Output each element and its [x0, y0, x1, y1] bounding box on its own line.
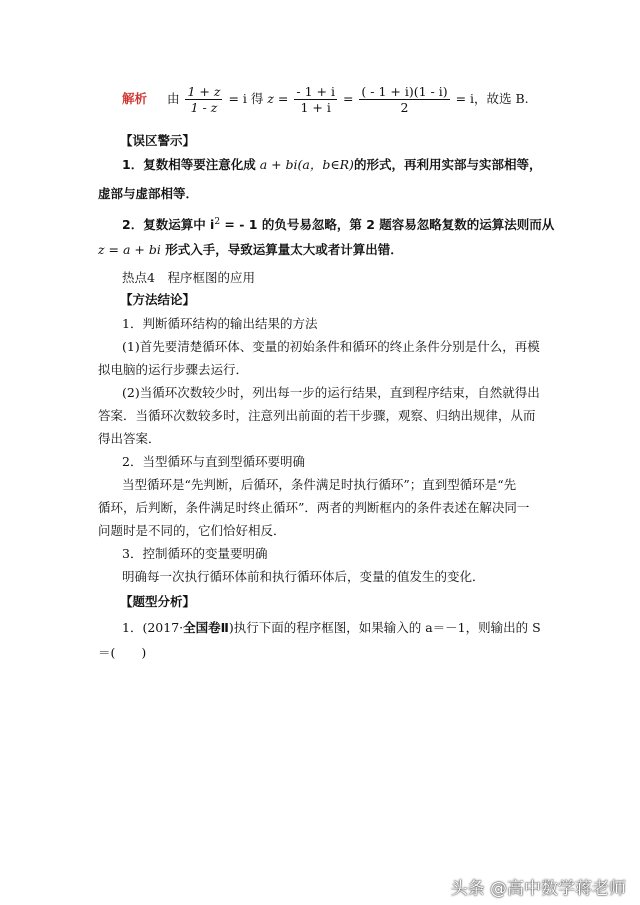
section2-line-10: 问题时是不同的，它们恰好相反． — [98, 523, 286, 538]
section2-heading: 【方法结论】 — [120, 292, 196, 307]
fraction-3 — [359, 84, 449, 115]
watermark: 头条 @高中数学蒋老师 — [450, 879, 626, 899]
fraction-1-denominator: 1 - z — [190, 100, 218, 115]
section1-p2-sup: 2 — [214, 217, 221, 227]
fraction-3-denominator: 2 — [400, 100, 409, 115]
analysis-eq: = — [342, 91, 354, 106]
section3-q-source: 全国卷Ⅱ — [183, 620, 229, 635]
analysis-you: 由 — [166, 91, 180, 106]
section2-line-3: 拟电脑的运行步骤去运行． — [98, 362, 249, 377]
fraction-1 — [185, 84, 222, 115]
section2-line-4: (2)当循环次数较少时，列出每一步的运行结果，直到程序结束，自然就得出 — [122, 385, 540, 400]
section1-p2-line1 — [122, 214, 554, 233]
section1-p1-line2: 虚部与虚部相等． — [98, 186, 199, 201]
section1-p1-text-a: 1．复数相等要注意化成 — [122, 157, 256, 172]
section2-line-2: (1)首先要清楚循环体、变量的初始条件和循环的终止条件分别是什么，再模 — [122, 339, 540, 354]
section2-line-11: 3．控制循环的变量要明确 — [122, 546, 268, 561]
section1-p2-text-d: 形式入手，导致运算量太大或者计算出错． — [160, 242, 403, 257]
section1-p2-line2 — [98, 242, 403, 258]
section2-line-7: 2．当型循环与直到型循环要明确 — [122, 454, 305, 469]
fraction-2 — [294, 84, 337, 115]
section1-p1-math: a + bi(a，b∈R) — [259, 157, 354, 172]
hotspot-title: 热点4 程序框图的应用 — [122, 270, 255, 285]
analysis-result: = i，故选 B. — [455, 91, 529, 106]
section2-line-12: 明确每一次执行循环体前和执行循环体后，变量的值发生的变化． — [122, 569, 485, 584]
section3-q-d: ＝( — [98, 645, 116, 660]
section1-p2-text-a: 2．复数运算中 i — [122, 217, 215, 233]
fraction-2-numerator: - 1 + i — [296, 84, 335, 99]
analysis-tag: 解析 — [122, 91, 148, 106]
section2-line-8: 当型循环是“先判断，后循环，条件满足时执行循环”；直到型循环是“先 — [122, 477, 517, 492]
analysis-eq-i: = i 得 — [228, 91, 264, 106]
section3-q-a: 1．(2017· — [122, 620, 184, 635]
section3-q-c: )执行下面的程序框图，如果输入的 a＝－1，则输出的 S — [228, 620, 541, 635]
section1-heading: 【误区警示】 — [120, 133, 196, 148]
section2-line-5: 答案．当循环次数较多时，注意列出前面的若干步骤，观察、归纳出规律，从而 — [98, 408, 536, 423]
section2-line-9: 循环，后判断，条件满足时终止循环”．两者的判断框内的条件表述在解决同一 — [98, 500, 530, 515]
fraction-2-denominator: 1 + i — [300, 100, 331, 115]
section2-line-1: 1．判断循环结构的输出结果的方法 — [122, 316, 318, 331]
fraction-3-numerator: ( - 1 + i)(1 - i) — [361, 84, 448, 99]
section1-p1-line1 — [122, 157, 541, 173]
section2-line-6: 得出答案． — [98, 431, 161, 446]
section1-p2-math: z = a + bi — [98, 242, 161, 257]
section3-q-e: ) — [141, 645, 147, 660]
section1-p2-text-b: = - 1 的负号易忽略，第 2 题容易忽略复数的运算法则而从 — [220, 217, 555, 233]
section1-p1-text-b: 的形式，再利用实部与实部相等， — [353, 157, 542, 172]
analysis-line — [122, 84, 529, 115]
section3-question-line2 — [98, 645, 146, 661]
analysis-z-eq: z = — [267, 91, 289, 106]
section3-heading: 【题型分析】 — [120, 594, 196, 609]
section3-question-line1 — [122, 620, 541, 636]
fraction-1-numerator: 1 + z — [187, 84, 221, 99]
